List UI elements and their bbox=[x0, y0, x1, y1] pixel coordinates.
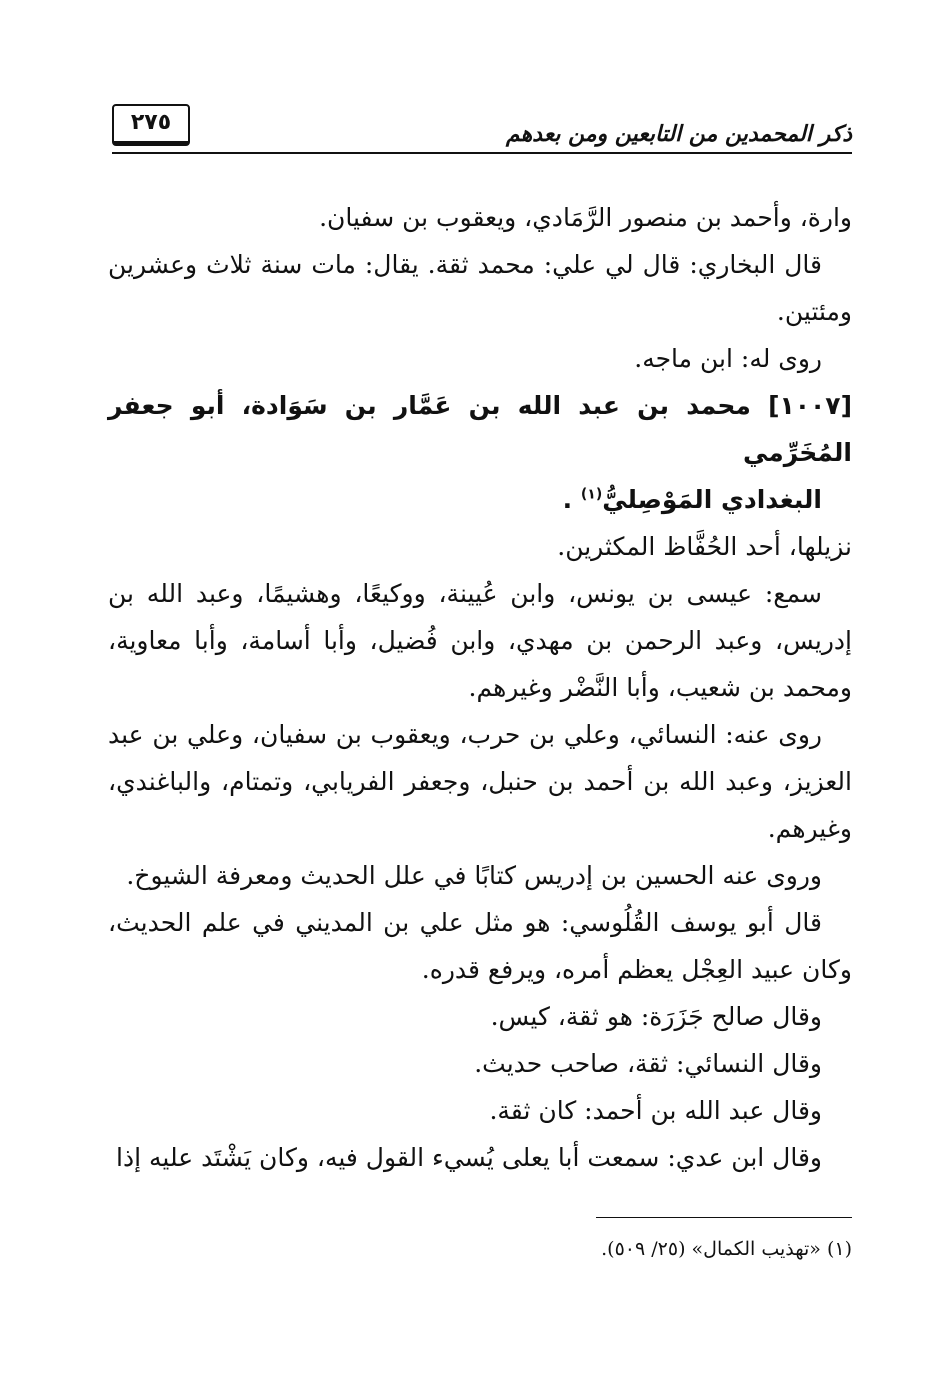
page-header bbox=[108, 98, 852, 160]
text-line: وارة، وأحمد بن منصور الرَّمَادي، ويعقوب بن سفيان. bbox=[319, 203, 852, 232]
main-text bbox=[108, 194, 852, 1181]
running-head: ذكر المحمدين من التابعين ومن بعدهم bbox=[505, 122, 852, 147]
entry-title-end: . bbox=[562, 485, 573, 514]
text-line: روى له: ابن ماجه. bbox=[634, 344, 822, 373]
paragraph: سمع: عيسى بن يونس، وابن عُيينة، ووكيعًا، وهشيمًا، وعبد الله بن إدريس، وعبد الرحمن بن مهدي، وابن فُضيل، وأبا أسامة، وأبا معاوية، ومحمد بن شعيب، وأبا النَّضْر وغيرهم. bbox=[108, 579, 852, 702]
entry-title-line-2 bbox=[108, 476, 852, 523]
paragraph: قال أبو يوسف القُلُوسي: هو مثل علي بن المديني في علم الحديث، وكان عبيد العِجْل يعظم أمره، ويرفع قدره. bbox=[108, 908, 852, 984]
paragraph: وقال ابن عدي: سمعت أبا يعلى يُسيء القول فيه، وكان يَشْتَد عليه إذا bbox=[116, 1143, 822, 1172]
entry-title bbox=[108, 382, 852, 523]
paragraph: روى عنه: النسائي، وعلي بن حرب، ويعقوب بن سفيان، وعلي بن عبد العزيز، وعبد الله بن أحمد بن حنبل، وجعفر الفريابي، وتمتام، والباغندي، وغيرهم. bbox=[108, 720, 852, 843]
entry-title-line-1: [١٠٠٧] محمد بن عبد الله بن عَمَّار بن سَوَادة، أبو جعفر المُخَرِّمي bbox=[108, 391, 852, 467]
footnote: (١) «تهذيب الكمال» (٢٥/ ٥٠٩). bbox=[601, 1238, 852, 1260]
paragraph: نزيلها، أحد الحُفَّاظ المكثرين. bbox=[557, 532, 852, 561]
paragraph: وقال عبد الله بن أحمد: كان ثقة. bbox=[489, 1096, 822, 1125]
paragraph: وقال صالح جَزَرَة: هو ثقة، كيس. bbox=[490, 1002, 822, 1031]
paragraph: وقال النسائي: ثقة، صاحب حديث. bbox=[474, 1049, 822, 1078]
header-rule bbox=[112, 152, 852, 154]
page-number: ٢٧٥ bbox=[112, 104, 190, 146]
footnote-rule bbox=[596, 1217, 852, 1218]
entry-title-name: البغدادي المَوْصِليُّ bbox=[602, 485, 822, 514]
text-line: قال البخاري: قال لي علي: محمد ثقة. يقال: مات سنة ثلاث وعشرين ومئتين. bbox=[108, 250, 852, 326]
footnote-ref[interactable]: (١) bbox=[580, 486, 603, 503]
paragraph: وروى عنه الحسين بن إدريس كتابًا في علل الحديث ومعرفة الشيوخ. bbox=[126, 861, 822, 890]
